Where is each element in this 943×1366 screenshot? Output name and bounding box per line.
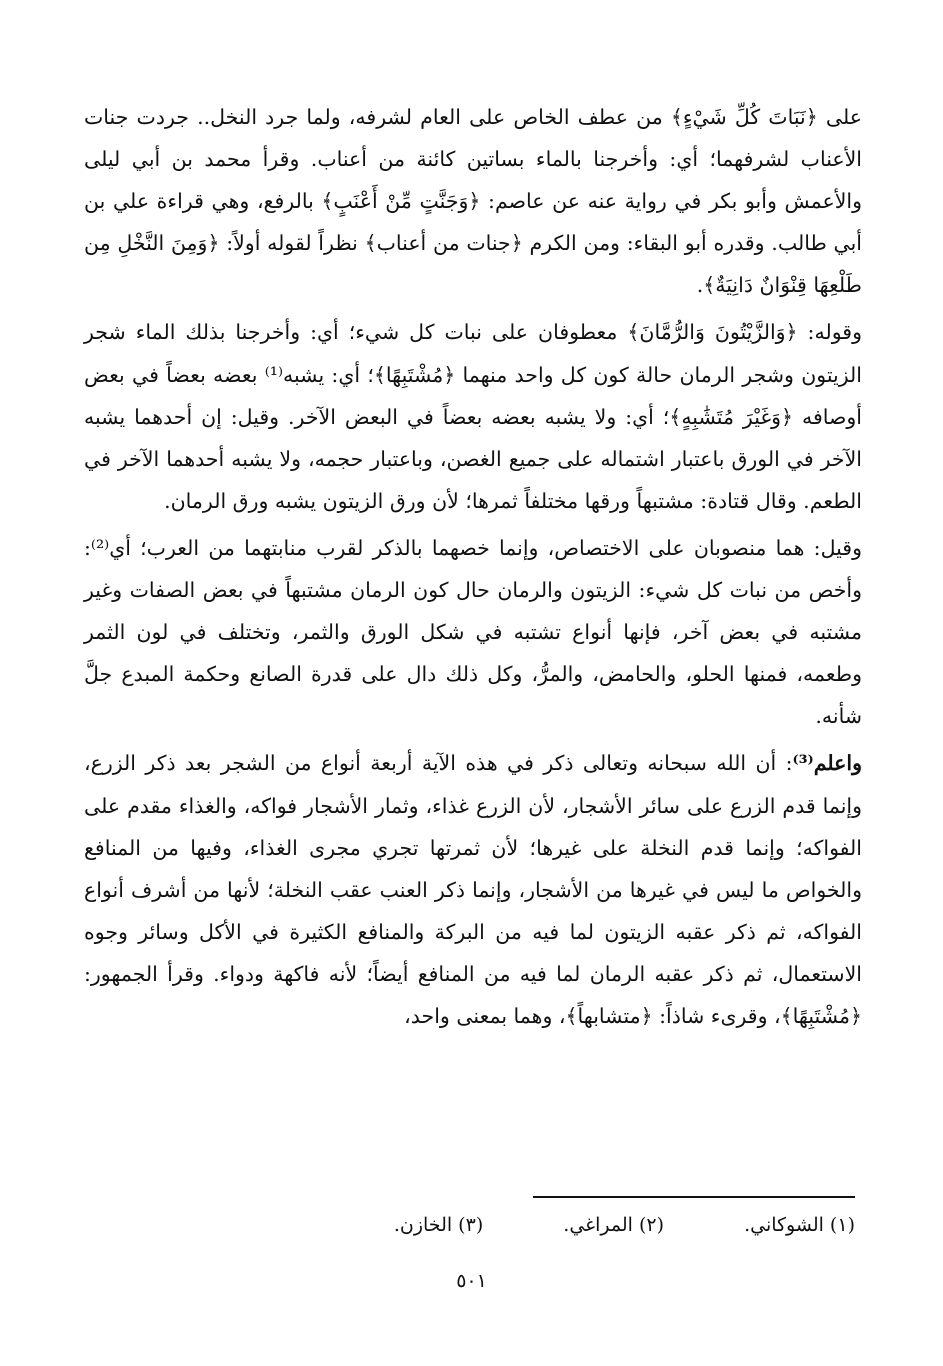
paragraph-2-text: وقوله: ﴿وَالزَّيْتُونَ وَالرُّمَّانَ﴾ معطوفان على نبات كل شيء؛ أي: وأخرجنا بذلك الماء شجر الزيتون وشجر الرمان حالة كون كل واحد منهما ﴿مُشْتَبِهًا﴾؛ أي: يشبه⁽¹⁾ بعضه بعضاً في بعض أوصافه ﴿وَغَيْرَ مُتَشَٰبِهٍ﴾؛ أي: ولا يشبه بعضه بعضاً في البعض الآخر. وقيل: إن أحدهما يشبه الآخر في الورق باعتبار اشتماله على جميع الغصن، وباعتبار حجمه، ولا يشبه أحدهما الآخر في الطعم. وقال قتادة: مشتبهاً ورقها مختلفاً ثمرها؛ لأن ورق الزيتون يشبه ورق الرمان. xyxy=(84,320,862,513)
footnote-2: (٢) المراغي. xyxy=(563,1214,665,1236)
footnotes xyxy=(155,1210,855,1240)
paragraph-1-text: على ﴿نَبَاتَ كُلِّ شَيْءٍ﴾ من عطف الخاص على العام لشرفه، ولما جرد النخل.. جردت جنات الأعناب لشرفهما؛ أي: وأخرجنا بالماء بساتين كائنة من أعناب. وقرأ محمد بن أبي ليلى والأعمش وأبو بكر في رواية عنه عن عاصم: ﴿وَجَنَّتٍ مِّنْ أَعْنَبٍ﴾ بالرفع، وهي قراءة علي بن أبي طالب. وقدره أبو البقاء: ومن الكرم ﴿جنات من أعناب﴾ نظراً لقوله أولاً: ﴿وَمِنَ النَّخْلِ مِن طَلْعِهَا قِنْوَانٌ دَانِيَةٌ﴾. xyxy=(84,105,862,298)
paragraph-4-lead: واعلم⁽³⁾ xyxy=(792,751,862,776)
footnote-1: (١) الشوكاني. xyxy=(744,1214,855,1236)
footnote-separator xyxy=(533,1196,855,1198)
footnote-3: (٣) الخازن. xyxy=(393,1214,484,1236)
paragraph-4-text: : أن الله سبحانه وتعالى ذكر في هذه الآية أربعة أنواع من الشجر بعد ذكر الزرع، وإنما قدم الزرع على سائر الأشجار، لأن الزرع غذاء، وثمار الأشجار فواكه، والغذاء مقدم على الفواكه؛ وإنما قدم النخلة على غيرها؛ لأن ثمرتها تجري مجرى الغذاء، وفيها من المنافع والخواص ما ليس في غيرها من الأشجار، وإنما ذكر العنب عقب النخلة؛ لأنها من أشرف أنواع الفواكه، ثم ذكر عقبه الزيتون لما فيه من البركة والمنافع الكثيرة في الأكل وسائر وجوه الاستعمال، ثم ذكر عقبه الرمان لما فيه من المنافع أيضاً؛ لأنه فاكهة ودواء. وقرأ الجمهور: ﴿مُشْتَبِهًا﴾، وقرىء شاذاً: ﴿متشابهاً﴾، وهما بمعنى واحد، xyxy=(84,751,862,1028)
paragraph-3 xyxy=(84,527,862,737)
paragraph-2 xyxy=(84,311,862,521)
paragraph-1 xyxy=(84,96,862,306)
paragraph-4 xyxy=(84,742,862,1037)
paragraph-3-text: وقيل: هما منصوبان على الاختصاص، وإنما خصهما بالذكر لقرب منابتهما من العرب؛ أي⁽²⁾: وأخص من نبات كل شيء: الزيتون والرمان حال كون الرمان مشتبهاً في بعض الصفات وغير مشتبه في بعض آخر، فإنها أنواع تشتبه في شكل الورق والثمر، وتختلف في لون الثمر وطعمه، فمنها الحلو، والحامض، والمرُّ، وكل ذلك دال على قدرة الصانع وحكمة المبدع جلَّ شأنه. xyxy=(84,535,862,729)
main-text xyxy=(84,96,862,1037)
page-number: ٥٠١ xyxy=(456,1270,487,1292)
